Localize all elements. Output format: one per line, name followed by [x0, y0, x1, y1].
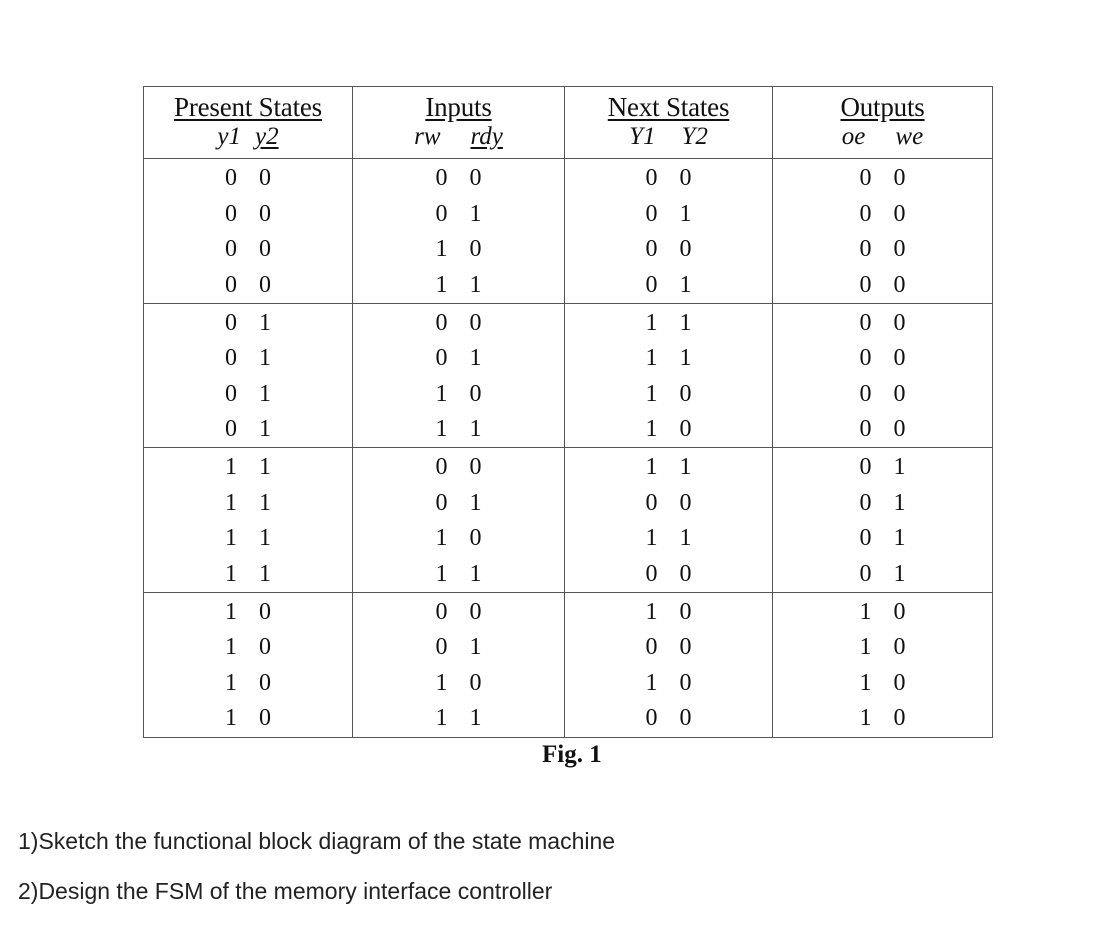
table-cell: 0	[893, 416, 906, 442]
row-group	[144, 593, 352, 738]
table-row	[353, 450, 564, 486]
table-cell: 0	[645, 236, 658, 262]
table-cell: 0	[893, 598, 906, 625]
table-cell: 0	[435, 345, 448, 371]
table-row	[353, 341, 564, 377]
table-cell: 1	[259, 380, 271, 407]
table-cell: 1	[469, 705, 482, 731]
table-row	[353, 197, 564, 233]
table-row	[353, 521, 564, 557]
state-transition-table	[143, 86, 993, 738]
table-row	[144, 630, 352, 666]
table-row	[144, 701, 352, 737]
table-cell: 1	[469, 560, 482, 587]
column-next-states	[564, 87, 772, 737]
table-cell: 0	[679, 236, 692, 262]
row-group	[353, 304, 564, 449]
table-cell: 1	[225, 634, 237, 660]
row-group	[144, 448, 352, 593]
table-cell: 0	[679, 634, 692, 660]
table-cell: 0	[259, 598, 271, 625]
table-cell: 0	[893, 634, 906, 660]
table-row	[565, 630, 772, 666]
subheader-we: we	[895, 123, 924, 150]
table-row	[773, 630, 992, 666]
table-cell: 1	[645, 525, 658, 551]
table-cell: 1	[859, 634, 872, 660]
table-row	[565, 595, 772, 631]
column-present-states	[144, 87, 352, 737]
table-cell: 1	[893, 489, 906, 516]
table-row	[353, 268, 564, 304]
table-row	[565, 268, 772, 304]
subheader-y1: y1	[217, 123, 241, 150]
table-cell: 1	[259, 416, 271, 442]
table-cell: 0	[645, 165, 658, 191]
table-cell: 1	[645, 416, 658, 442]
table-cell: 0	[893, 236, 906, 262]
row-group	[353, 448, 564, 593]
row-group	[773, 159, 992, 304]
table-cell: 0	[435, 598, 448, 625]
table-cell: 0	[679, 705, 692, 731]
table-cell: 1	[225, 525, 237, 551]
table-cell: 1	[893, 525, 906, 551]
table-cell: 0	[679, 489, 692, 516]
table-cell: 0	[859, 560, 872, 587]
table-cell: 1	[435, 271, 448, 298]
table-cell: 0	[259, 165, 271, 191]
table-cell: 1	[645, 380, 658, 407]
table-row	[773, 412, 992, 448]
table-cell: 0	[645, 489, 658, 516]
table-cell: 1	[259, 309, 271, 336]
question-2: 2)Design the FSM of the memory interface controller	[18, 878, 553, 904]
table-cell: 0	[893, 380, 906, 407]
table-cell: 0	[679, 560, 692, 587]
table-row	[773, 666, 992, 702]
table-cell: 0	[469, 669, 482, 696]
table-cell: 1	[679, 200, 692, 227]
table-row	[144, 377, 352, 413]
table-cell: 0	[435, 489, 448, 516]
table-cell: 1	[679, 271, 692, 298]
table-cell: 1	[259, 345, 271, 371]
table-cell: 1	[859, 598, 872, 625]
subheader-y2: y2	[255, 123, 279, 150]
row-group	[565, 593, 772, 738]
table-row	[353, 161, 564, 197]
table-row	[353, 486, 564, 522]
table-row	[565, 701, 772, 737]
table-cell: 1	[259, 489, 271, 516]
table-cell: 1	[259, 454, 271, 480]
table-cell: 0	[259, 669, 271, 696]
table-cell: 1	[225, 489, 237, 516]
table-cell: 0	[469, 165, 482, 191]
table-cell: 1	[225, 454, 237, 480]
table-row	[353, 701, 564, 737]
table-cell: 0	[469, 236, 482, 262]
table-row	[144, 557, 352, 593]
table-row	[773, 306, 992, 342]
table-cell: 0	[893, 705, 906, 731]
row-group	[353, 593, 564, 738]
table-cell: 0	[225, 309, 237, 336]
row-group	[144, 304, 352, 449]
table-cell: 0	[893, 669, 906, 696]
question-1: 1)Sketch the functional block diagram of the state machine	[18, 828, 616, 854]
table-cell: 1	[893, 560, 906, 587]
table-cell: 1	[435, 416, 448, 442]
table-cell: 0	[859, 236, 872, 262]
table-cell: 0	[225, 345, 237, 371]
table-cell: 0	[225, 165, 237, 191]
table-row	[144, 268, 352, 304]
subheader-Y2: Y2	[681, 123, 708, 150]
table-cell: 0	[859, 345, 872, 371]
table-row	[565, 232, 772, 268]
table-cell: 1	[679, 525, 692, 551]
table-row	[353, 232, 564, 268]
table-row	[773, 232, 992, 268]
table-cell: 0	[645, 271, 658, 298]
row-group	[144, 159, 352, 304]
table-row	[353, 666, 564, 702]
table-row	[773, 377, 992, 413]
table-cell: 0	[859, 454, 872, 480]
row-group	[565, 304, 772, 449]
table-row	[353, 412, 564, 448]
table-row	[144, 521, 352, 557]
header-title: Present States	[174, 92, 322, 122]
header-title: Inputs	[425, 92, 492, 122]
table-cell: 0	[645, 200, 658, 227]
table-cell: 0	[259, 705, 271, 731]
table-row	[773, 701, 992, 737]
table-cell: 1	[435, 705, 448, 731]
header-next-states	[565, 87, 772, 159]
table-cell: 0	[859, 489, 872, 516]
table-cell: 0	[435, 200, 448, 227]
table-cell: 0	[859, 416, 872, 442]
table-cell: 1	[225, 598, 237, 625]
table-cell: 1	[859, 669, 872, 696]
table-row	[144, 412, 352, 448]
table-cell: 1	[435, 669, 448, 696]
table-cell: 1	[435, 236, 448, 262]
table-cell: 0	[893, 345, 906, 371]
row-group	[353, 159, 564, 304]
table-cell: 1	[645, 345, 658, 371]
table-row	[565, 341, 772, 377]
table-cell: 0	[859, 380, 872, 407]
table-row	[565, 161, 772, 197]
table-cell: 0	[259, 634, 271, 660]
table-cell: 1	[469, 200, 482, 227]
table-row	[565, 450, 772, 486]
table-cell: 0	[469, 380, 482, 407]
table-cell: 1	[645, 598, 658, 625]
table-cell: 0	[225, 380, 237, 407]
table-cell: 0	[469, 598, 482, 625]
table-cell: 1	[645, 669, 658, 696]
table-row	[773, 268, 992, 304]
table-cell: 1	[679, 309, 692, 336]
table-cell: 0	[859, 309, 872, 336]
subheader-oe: oe	[841, 123, 866, 150]
table-cell: 0	[893, 271, 906, 298]
table-row	[773, 595, 992, 631]
table-cell: 1	[893, 454, 906, 480]
table-cell: 1	[259, 525, 271, 551]
table-cell: 1	[859, 705, 872, 731]
row-group	[565, 159, 772, 304]
row-group	[565, 448, 772, 593]
table-row	[773, 341, 992, 377]
table-cell: 0	[225, 416, 237, 442]
table-cell: 0	[679, 598, 692, 625]
row-group	[773, 593, 992, 738]
table-cell: 1	[469, 416, 482, 442]
table-cell: 0	[679, 165, 692, 191]
header-title: Next States	[607, 92, 730, 122]
table-row	[353, 630, 564, 666]
table-row	[565, 377, 772, 413]
subheader-rw: rw	[414, 123, 441, 150]
table-cell: 0	[679, 380, 692, 407]
subheader-rdy: rdy	[470, 123, 503, 150]
table-row	[353, 595, 564, 631]
table-row	[144, 486, 352, 522]
table-cell: 0	[225, 271, 237, 298]
table-row	[353, 377, 564, 413]
table-row	[565, 197, 772, 233]
table-cell: 0	[893, 200, 906, 227]
table-row	[353, 306, 564, 342]
table-row	[565, 486, 772, 522]
header-present-states	[144, 87, 352, 159]
table-cell: 1	[435, 560, 448, 587]
header-inputs	[353, 87, 564, 159]
table-row	[144, 232, 352, 268]
table-row	[144, 306, 352, 342]
table-cell: 1	[435, 380, 448, 407]
table-cell: 0	[259, 271, 271, 298]
table-cell: 1	[645, 309, 658, 336]
table-cell: 0	[679, 416, 692, 442]
table-cell: 1	[259, 560, 271, 587]
table-cell: 0	[893, 309, 906, 336]
table-row	[144, 341, 352, 377]
table-cell: 0	[259, 200, 271, 227]
row-group	[773, 304, 992, 449]
table-cell: 1	[679, 345, 692, 371]
table-cell: 0	[859, 200, 872, 227]
table-cell: 0	[645, 560, 658, 587]
table-row	[773, 197, 992, 233]
table-cell: 1	[469, 489, 482, 516]
header-outputs	[773, 87, 992, 159]
table-row	[773, 450, 992, 486]
table-row	[773, 161, 992, 197]
table-row	[144, 161, 352, 197]
table-row	[773, 486, 992, 522]
row-group	[773, 448, 992, 593]
table-cell: 0	[859, 165, 872, 191]
table-cell: 0	[225, 200, 237, 227]
table-row	[565, 412, 772, 448]
table-cell: 0	[469, 525, 482, 551]
figure-caption: Fig. 1	[542, 741, 602, 768]
table-cell: 0	[259, 236, 271, 262]
header-title: Outputs	[840, 92, 925, 122]
table-cell: 0	[645, 705, 658, 731]
table-cell: 0	[435, 454, 448, 480]
table-cell: 0	[435, 165, 448, 191]
table-cell: 0	[859, 271, 872, 298]
table-cell: 0	[893, 165, 906, 191]
table-row	[773, 521, 992, 557]
table-cell: 1	[225, 560, 237, 587]
column-inputs	[352, 87, 564, 737]
table-cell: 0	[469, 454, 482, 480]
table-cell: 1	[469, 345, 482, 371]
table-cell: 1	[679, 454, 692, 480]
subheader-Y1: Y1	[629, 123, 656, 150]
table-cell: 1	[435, 525, 448, 551]
table-cell: 1	[469, 634, 482, 660]
column-outputs	[772, 87, 992, 737]
table-row	[353, 557, 564, 593]
table-row	[144, 450, 352, 486]
table-row	[144, 595, 352, 631]
table-cell: 0	[435, 309, 448, 336]
table-cell: 1	[469, 271, 482, 298]
table-cell: 0	[225, 236, 237, 262]
table-row	[773, 557, 992, 593]
table-row	[565, 557, 772, 593]
table-cell: 0	[435, 634, 448, 660]
table-cell: 0	[645, 634, 658, 660]
table-cell: 1	[225, 705, 237, 731]
table-cell: 0	[469, 309, 482, 336]
table-row	[565, 666, 772, 702]
table-cell: 1	[225, 669, 237, 696]
table-row	[144, 197, 352, 233]
table-row	[565, 521, 772, 557]
table-row	[144, 666, 352, 702]
table-cell: 0	[859, 525, 872, 551]
table-cell: 0	[679, 669, 692, 696]
table-cell: 1	[645, 454, 658, 480]
table-row	[565, 306, 772, 342]
